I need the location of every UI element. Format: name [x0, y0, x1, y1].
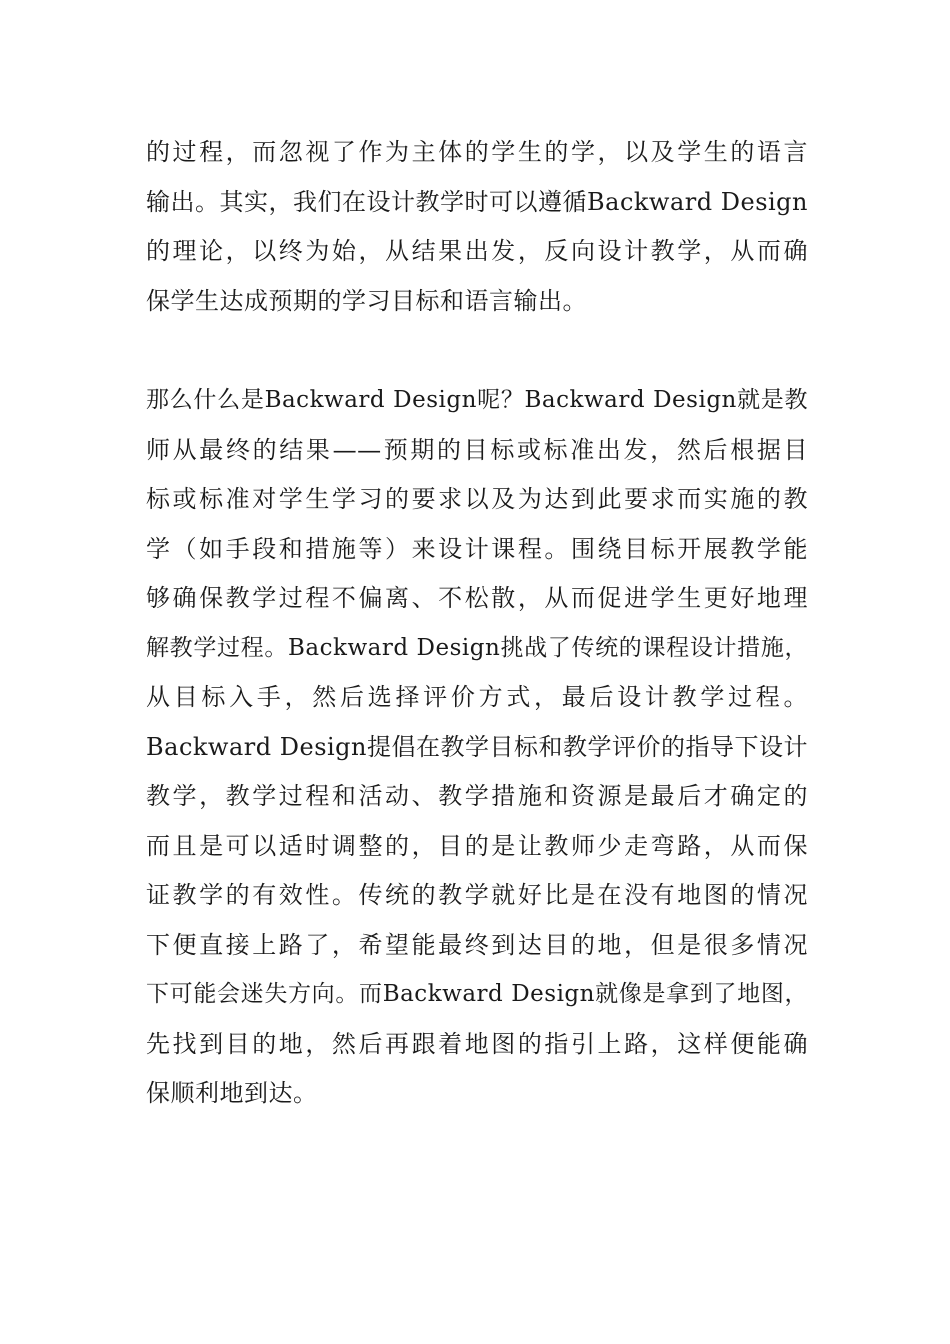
text-line: 解教学过程。Backward Design挑战了传统的课程设计措施， [146, 634, 808, 661]
text-line: Backward Design提倡在教学目标和教学评价的指导下设计 [146, 732, 809, 761]
text-line: 的过程，而忽视了作为主体的学生的学，以及学生的语言 [146, 138, 808, 166]
text-line: 下便直接上路了，希望能最终到达目的地，但是很多情况 [146, 930, 808, 959]
text-line: 保学生达成预期的学习目标和语言输出。 [146, 286, 587, 315]
paragraph-1 [146, 128, 808, 326]
text-line: 的理论，以终为始，从结果出发，反向设计教学，从而确 [146, 237, 808, 265]
text-line: 输出。其实，我们在设计教学时可以遵循Backward Design [146, 187, 809, 216]
text-line: 下可能会迷失方向。而Backward Design就像是拿到了地图， [146, 981, 808, 1007]
text-line: 标或标准对学生学习的要求以及为达到此要求而实施的教 [146, 485, 808, 513]
text-line: 教学，教学过程和活动、教学措施和资源是最后才确定的 [146, 782, 808, 810]
text-line: 证教学的有效性。传统的教学就好比是在没有地图的情况 [146, 881, 808, 909]
text-line: 从目标入手，然后选择评价方式，最后设计教学过程。 [146, 683, 808, 711]
text-line: 学（如手段和措施等）来设计课程。围绕目标开展教学能 [146, 534, 808, 563]
paragraph-2 [146, 376, 808, 1119]
text-line: 而且是可以适时调整的，目的是让教师少走弯路，从而保 [146, 831, 808, 860]
text-line: 先找到目的地，然后再跟着地图的指引上路，这样便能确 [146, 1029, 808, 1058]
text-line: 师从最终的结果——预期的目标或标准出发，然后根据目 [146, 435, 808, 464]
text-line: 保顺利地到达。 [146, 1079, 318, 1107]
text-line: 那么什么是Backward Design呢？Backward Design就是教 [146, 387, 808, 413]
text-line: 够确保教学过程不偏离、不松散，从而促进学生更好地理 [146, 584, 808, 612]
